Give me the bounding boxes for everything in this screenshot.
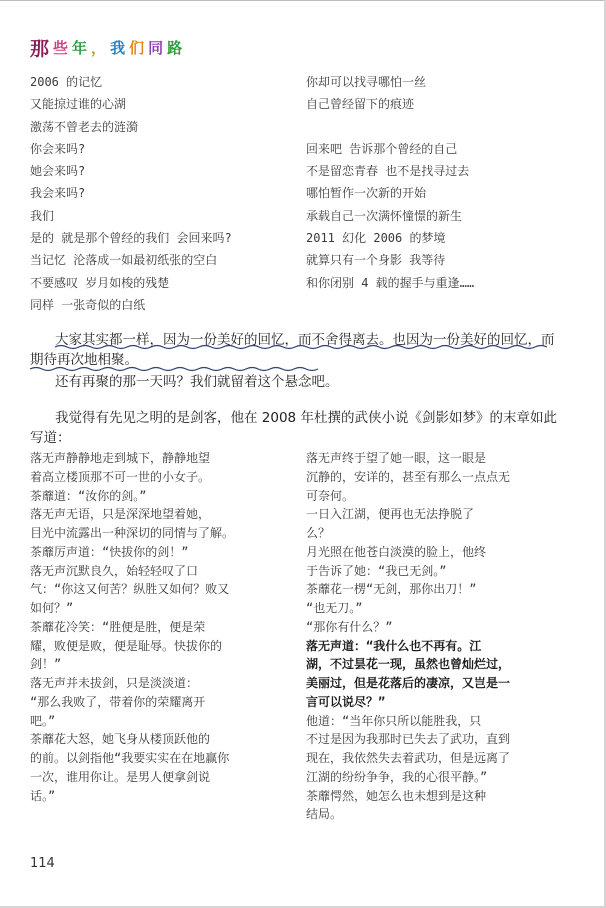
poem-line: 不是留恋青春 也不是找寻过去 — [306, 164, 470, 179]
story-line: 一日入江湖，便再也无法挣脱了 — [306, 507, 475, 522]
story-line: 茶蘼道：“汝你的剑。” — [30, 488, 147, 503]
poem-line: 2011 幻化 2006 的梦境 — [306, 231, 446, 246]
story-line: 么？ — [306, 526, 331, 540]
poem-line: 激荡不曾老去的涟漪 — [30, 119, 139, 134]
running-head-char: 那 — [30, 37, 54, 60]
story-line: 于告诉了她：“我已无剑。” — [306, 563, 447, 578]
story-left-column — [30, 449, 234, 805]
paragraph-text: 我觉得有先见之明的是剑客，他在 2008 年杜撰的武侠小说《剑影如梦》的末章如此 — [55, 410, 557, 426]
running-head-char: 我 — [110, 38, 130, 57]
story-line: 落无声静静地走到城下，静静地望 — [30, 451, 211, 465]
story-line: 落无声无语，只是深深地望着她， — [30, 507, 211, 522]
story-line-emphasis: 湖，不过昙花一现，虽然也曾灿烂过， — [306, 657, 511, 672]
poem-line: 回来吧 告诉那个曾经的自己 — [306, 141, 458, 156]
story-line: 茶蘼花大怒，她飞身从楼顶跃他的 — [30, 732, 211, 747]
running-head-char: 年 — [72, 38, 92, 57]
story-line: 茶蘼花一楞“无剑，那你出刀！” — [306, 582, 477, 597]
page-number: 114 — [30, 856, 55, 871]
poem-line: 2006 的记忆 — [30, 75, 103, 89]
story-line: 现在，我依然失去着武功，但是远离了 — [306, 751, 511, 765]
paragraph-line — [30, 428, 71, 448]
poem-line: 又能掠过谁的心湖 — [30, 97, 127, 112]
paragraph-text: 期待再次地相聚。 — [30, 352, 138, 368]
poem-line: 同样 一张奇似的白纸 — [30, 297, 146, 312]
story-line: 目光中流露出一种深切的同情与了解。 — [30, 526, 235, 540]
story-line-emphasis: 落无声道：“我什么也不再有。江 — [306, 638, 482, 653]
poem-line: 是的 就是那个曾经的我们 会回来吗? — [30, 231, 232, 246]
paragraph-line — [55, 330, 555, 350]
story-line: 吧。” — [30, 713, 56, 728]
story-right-column — [306, 449, 510, 824]
story-line: 如何？” — [30, 601, 74, 615]
running-head-char: 路 — [167, 38, 187, 57]
poem-line: 她会来吗? — [30, 164, 86, 179]
story-line-emphasis: 美丽过，但是花落后的凄凉，又岂是一 — [306, 676, 511, 690]
story-line: “也无刀。” — [306, 601, 363, 615]
poem-line: 哪怕暂作一次新的开始 — [306, 186, 427, 201]
running-head-char: ， — [91, 38, 111, 57]
poem-line: 自己曾经留下的痕迹 — [306, 97, 415, 112]
paragraph-line — [55, 372, 339, 392]
story-line-emphasis: 言可以说尽？” — [306, 694, 386, 709]
story-line: 一次，谁用你让。是男人便拿剑说 — [30, 769, 211, 784]
story-line: 着高立楼顶那不可一世的小女子。 — [30, 469, 211, 484]
story-line: 落无声并未拔剑，只是淡淡道： — [30, 676, 199, 690]
story-line: 气：“你这又何苦？纵胜又如何？败又 — [30, 582, 230, 597]
paragraph-line — [55, 408, 557, 428]
poem-line: 承载自己一次满怀憧憬的新生 — [306, 208, 463, 223]
story-line: 的前。以剑指他“我要实实在在地赢你 — [30, 751, 230, 765]
paragraph-text: 写道： — [30, 430, 71, 446]
paragraph-text: 还有再聚的那一天吗？我们就留着这个悬念吧。 — [55, 374, 339, 390]
story-line: 他道：“当年你只所以能胜我，只 — [306, 713, 482, 728]
running-head-char: 们 — [129, 38, 149, 57]
poem-line: 就算只有一个身影 我等待 — [306, 253, 446, 268]
running-head-char: 些 — [53, 38, 73, 57]
story-line: “那么我败了，带着你的荣耀离开 — [30, 694, 206, 709]
paragraph-line — [30, 350, 138, 370]
story-line: 沉静的，安详的，甚至有那么一点点无 — [306, 469, 511, 484]
story-line: 茶蘼厉声道：“快拔你的剑！” — [30, 544, 189, 559]
poem-line: 你却可以找寻哪怕一丝 — [306, 75, 427, 89]
story-line: 可奈何。 — [306, 488, 355, 503]
story-line: 茶蘼花冷笑：“胜便是胜，便是荣 — [30, 619, 206, 634]
story-line: 话。” — [30, 788, 56, 803]
poem-line: 你会来吗? — [30, 141, 86, 156]
poem-line: 和你闭别 4 载的握手与重逢…… — [306, 275, 475, 290]
poem-line: 不要感叹 岁月如梭的残楚 — [30, 275, 170, 290]
poem-line: 当记忆 沦落成一如最初纸张的空白 — [30, 253, 218, 268]
story-line: 落无声终于望了她一眼，这一眼是 — [306, 451, 487, 465]
story-line: 不过是因为我那时已失去了武功，直到 — [306, 732, 511, 747]
poem-line: 我们 — [30, 208, 55, 223]
story-line: 耀，败便是败，便是耻辱。快拔你的 — [30, 638, 223, 653]
story-line: 剑！” — [30, 657, 62, 672]
poem-line: 我会来吗? — [30, 186, 86, 201]
running-head-char: 同 — [148, 38, 168, 57]
story-line: 结局。 — [306, 807, 343, 822]
story-line: 茶蘼愕然，她怎么也未想到是这种 — [306, 788, 487, 803]
story-line: 江湖的纷纷争争，我的心很平静。” — [306, 769, 488, 784]
paragraph-text: 大家其实都一样，因为一份美好的回忆，而不舍得离去。也因为一份美好的回忆，而 — [55, 332, 555, 348]
story-line: 落无声沉默良久，始轻轻叹了口 — [30, 563, 199, 578]
story-line: 月光照在他苍白淡漠的脸上，他终 — [306, 544, 487, 559]
story-line: “那你有什么？” — [306, 619, 393, 634]
